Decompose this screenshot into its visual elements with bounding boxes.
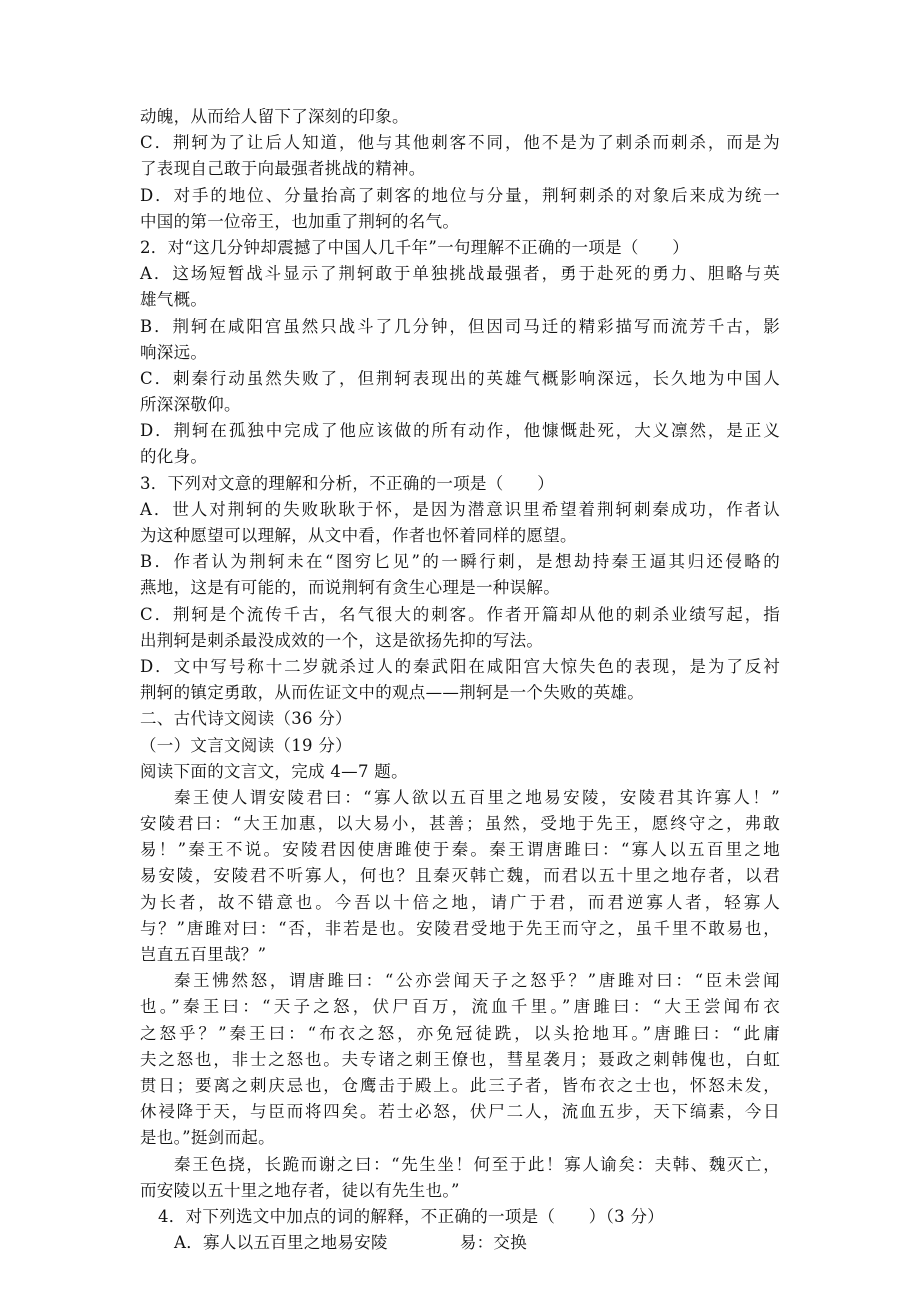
text-line: 阅读下面的文言文，完成 4—7 题。 [140,761,408,781]
text-line: 4．对下列选文中加点的词的解释，不正确的一项是（ ）（3 分） [158,1206,665,1226]
text-line: 与？”唐雎对曰：“否，非若是也。安陵君受地于先王而守之，虽千里不敢易也， [140,918,780,938]
text-line: 是也。”挺剑而起。 [140,1128,275,1148]
text-line: B．荆轲在咸阳宫虽然只战斗了几分钟，但因司马迁的精彩描写而流芳千古，影 [140,316,780,336]
text-line: 为长者，故不错意也。今吾以十倍之地，请广于君，而君逆寡人者，轻寡人 [140,892,780,912]
text-line: （一）文言文阅读（19 分） [140,735,352,755]
text-line: 的化身。 [140,447,208,467]
text-line: 易！”秦王不说。安陵君因使唐雎使于秦。秦王谓唐雎曰：“寡人以五百里之地 [140,840,780,860]
text-line: C．荆轲为了让后人知道，他与其他刺客不同，他不是为了刺杀而刺杀，而是为 [140,133,780,153]
text-line: 秦王怫然怒，谓唐雎曰：“公亦尝闻天子之怒乎？”唐雎对曰：“臣未尝闻 [174,971,780,991]
text-line: 2．对“这几分钟却震撼了中国人几千年”一句理解不正确的一项是（ ） [140,237,690,257]
text-line: 了表现自己敢于向最强者挑战的精神。 [140,159,426,179]
text-line: 夫之怒也，非士之怒也。夫专诸之刺王僚也，彗星袭月；聂政之刺韩傀也，白虹 [140,1049,780,1069]
text-line: 贯日；要离之刺庆忌也，仓鹰击于殿上。此三子者，皆布衣之士也，怀怒未发， [140,1075,780,1095]
text-line: 所深深敬仰。 [140,395,241,415]
text-line: 动魄，从而给人留下了深刻的印象。 [140,107,409,126]
text-line: C．荆轲是个流传千古，名气很大的刺客。作者开篇却从他的刺杀业绩写起，指 [140,604,780,624]
text-line: 易安陵，安陵君不听寡人，何也？且秦灭韩亡魏，而君以五十里之地存者，以君 [140,866,780,886]
document-body [140,104,780,1230]
text-line: 安陵君曰：“大王加惠，以大易小，甚善；虽然，受地于先王，愿终守之，弗敢 [140,814,780,834]
text-line: C．刺秦行动虽然失败了，但荆轲表现出的英雄气概影响深远，长久地为中国人 [140,368,780,388]
text-line: 休祲降于天，与臣而将四矣。若士必怒，伏尸二人，流血五步，天下缟素，今日 [140,1102,780,1122]
text-line: D．对手的地位、分量抬高了刺客的地位与分量，荆轲刺杀的对象后来成为统一 [140,185,780,205]
text-line: D．荆轲在孤独中完成了他应该做的所有动作，他慷慨赴死，大义凛然，是正义 [140,421,780,441]
text-line: 3．下列对文意的理解和分析，不正确的一项是（ ） [140,473,554,493]
text-line: 雄气概。 [140,290,208,310]
text-line: 燕地，这是有可能的，而说荆轲有贪生心理是一种误解。 [140,578,560,598]
text-line: A．世人对荆轲的失败耿耿于怀，是因为潜意识里希望着荆轲刺秦成功，作者认 [140,499,780,519]
option-a-sentence: A．寡人以五百里之地易安陵 [174,1233,388,1253]
text-line: 出荆轲是刺杀最没成效的一个，这是欲扬先抑的写法。 [140,630,544,650]
text-line: 岂直五百里哉？” [140,945,267,964]
question-4-option-a [140,1230,780,1256]
text-line: 也。”秦王曰：“天子之怒，伏尸百万，流血千里。”唐雎曰：“大王尝闻布衣 [140,997,780,1017]
text-line: 秦王使人谓安陵君曰：“寡人欲以五百里之地易安陵，安陵君其许寡人！” [174,787,780,807]
text-line: 响深远。 [140,342,208,362]
text-line: 之怒乎？”秦王曰：“布衣之怒，亦免冠徒跣，以头抢地耳。”唐雎曰：“此庸 [140,1023,780,1043]
text-line: B．作者认为荆轲未在“图穷匕见”的一瞬行刺，是想劫持秦王逼其归还侵略的 [140,552,780,572]
option-a-gloss: 易：交换 [459,1233,528,1253]
text-line: 为这种愿望可以理解，从文中看，作者也怀着同样的愿望。 [140,526,577,545]
text-line: 中国的第一位帝王，也加重了荆轲的名气。 [140,211,460,231]
text-line: A．这场短暂战斗显示了荆轲敢于单独挑战最强者，勇于赴死的勇力、胆略与英 [140,264,780,284]
text-line: D．文中写号称十二岁就杀过人的秦武阳在咸阳宫大惊失色的表现，是为了反衬 [140,656,780,676]
text-line: 秦王色挠，长跪而谢之曰：“先生坐！何至于此！寡人谕矣：夫韩、魏灭亡， [174,1154,780,1174]
text-line: 荆轲的镇定勇敢，从而佐证文中的观点——荆轲是一个失败的英雄。 [140,683,644,703]
text-line: 二、古代诗文阅读（36 分） [140,709,352,729]
text-line: 而安陵以五十里之地存者，徒以有先生也。” [140,1180,460,1200]
